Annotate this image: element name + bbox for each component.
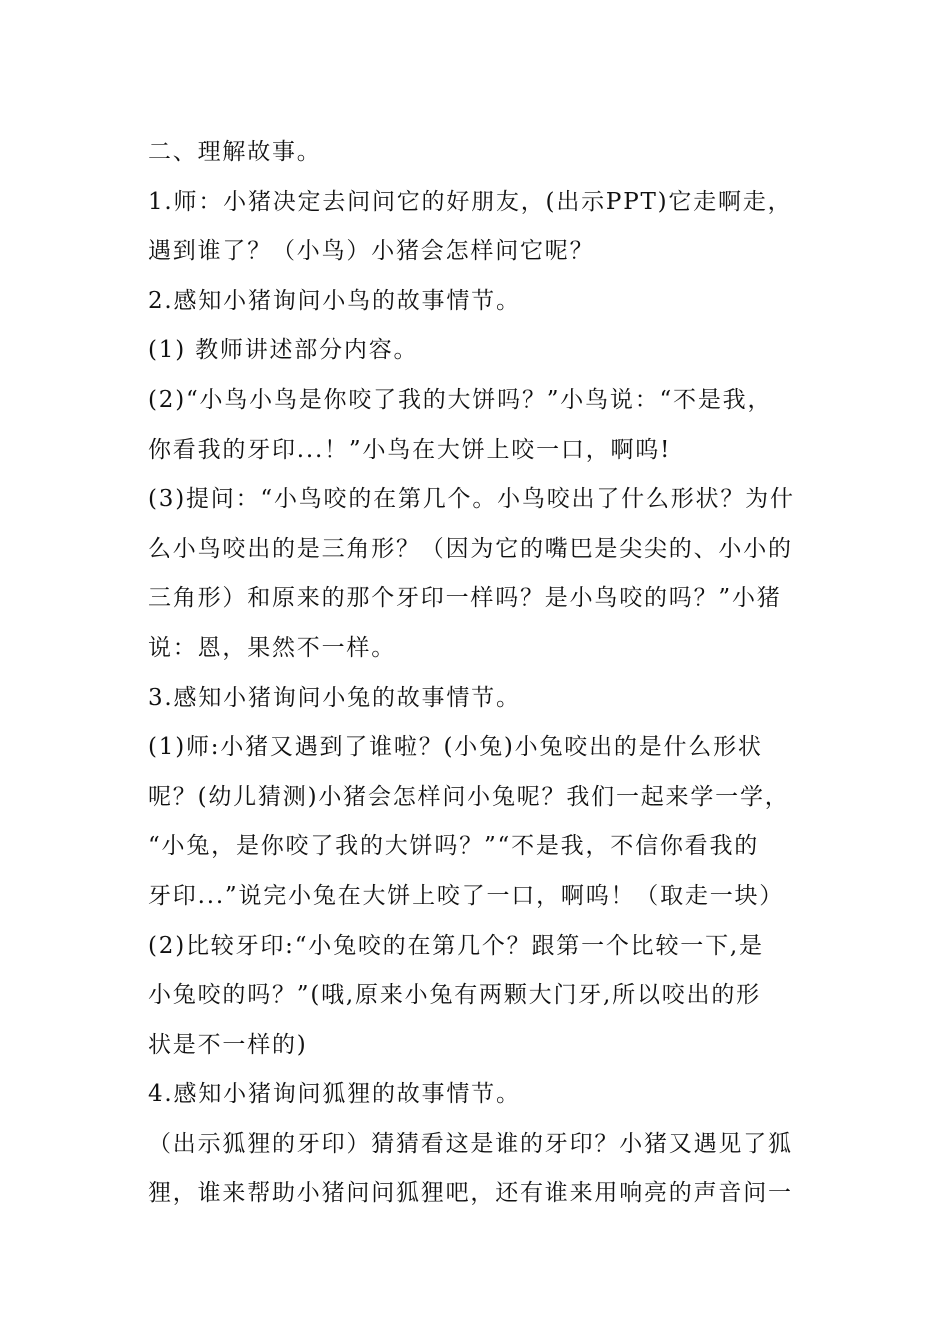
paragraph-line: 1.师：小猪决定去问问它的好朋友，(出示PPT)它走啊走， (148, 188, 793, 215)
paragraph-line: (3)提问：“小鸟咬的在第几个。小鸟咬出了什么形状？为什 (148, 486, 795, 513)
paragraph-line: 小兔咬的吗？”(哦,原来小兔有两颗大门牙,所以咬出的形 (148, 982, 761, 1009)
paragraph-line: 狸，谁来帮助小猪问问狐狸吧，还有谁来用响亮的声音问一 (148, 1180, 793, 1207)
paragraph-line: 遇到谁了？（小鸟）小猪会怎样问它呢？ (148, 238, 595, 265)
step-heading: 3.感知小猪询问小兔的故事情节。 (148, 684, 521, 711)
paragraph-line: （出示狐狸的牙印）猜猜看这是谁的牙印？小猪又遇见了狐 (148, 1130, 793, 1157)
paragraph-line: 你看我的牙印...！”小鸟在大饼上咬一口，啊呜! (148, 436, 672, 463)
paragraph-line: 状是不一样的) (148, 1031, 308, 1058)
step-heading: 4.感知小猪询问狐狸的故事情节。 (148, 1081, 521, 1108)
paragraph-line: 三角形）和原来的那个牙印一样吗？是小鸟咬的吗？”小猪 (148, 585, 782, 612)
paragraph-line: (2)比较牙印:“小兔咬的在第几个？跟第一个比较一下,是 (148, 932, 764, 959)
step-heading: 2.感知小猪询问小鸟的故事情节。 (148, 287, 521, 314)
paragraph-line: 么小鸟咬出的是三角形？（因为它的嘴巴是尖尖的、小小的 (148, 535, 793, 562)
paragraph-line: 呢？(幼儿猜测)小猪会怎样问小兔呢？我们一起来学一学， (148, 783, 790, 810)
paragraph-line: (1) 教师讲述部分内容。 (148, 337, 419, 364)
paragraph-line: (2)“小鸟小鸟是你咬了我的大饼吗？”小鸟说：“不是我， (148, 386, 773, 413)
paragraph-line: 说：恩，果然不一样。 (148, 634, 396, 661)
document-body (148, 128, 808, 1219)
paragraph-line: “小兔，是你咬了我的大饼吗？”“不是我，不信你看我的 (148, 833, 760, 860)
paragraph-line: (1)师:小猪又遇到了谁啦？(小兔)小兔咬出的是什么形状 (148, 734, 763, 761)
paragraph-line: 牙印...”说完小兔在大饼上咬了一口，啊呜！（取走一块） (148, 882, 785, 909)
section-heading: 二、理解故事。 (148, 139, 322, 165)
